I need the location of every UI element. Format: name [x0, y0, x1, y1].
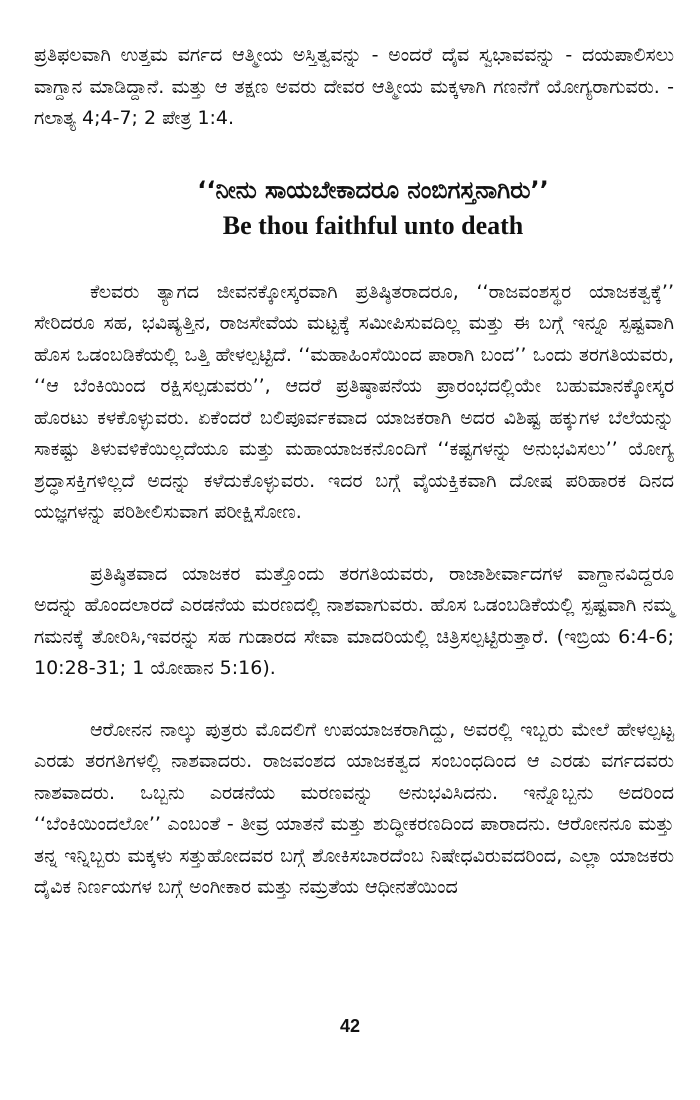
document-page [34, 40, 674, 1080]
intro-paragraph: ಪ್ರತಿಫಲವಾಗಿ ಉತ್ತಮ ವರ್ಗದ ಆತ್ಮೀಯ ಅಸ್ತಿತ್ವವನ್ನು - ಅಂದರೆ ದೈವ ಸ್ವಭಾವವನ್ನು - ದಯಪಾಲಿಸಲು ವಾಗ್ದಾನ ಮಾಡಿದ್ದಾನೆ. ಮತ್ತು ಆ ತಕ್ಷಣ ಅವರು ದೇವರ ಆತ್ಮೀಯ ಮಕ್ಕಳಾಗಿ ಗಣನೆಗೆ ಯೋಗ್ಯರಾಗುವರು. - ಗಲಾತ್ಯ 4;4-7; 2 ಪೇತ್ರ 1:4. [34, 44, 674, 129]
body-paragraph-2: ಪ್ರತಿಷ್ಠಿತವಾದ ಯಾಜಕರ ಮತ್ತೊಂದು ತರಗತಿಯವರು, ರಾಜಾಶೀರ್ವಾದಗಳ ವಾಗ್ದಾನವಿದ್ದರೂ ಅದನ್ನು ಹೊಂದಲಾರದೆ ಎರಡನೆಯ ಮರಣದಲ್ಲಿ ನಾಶವಾಗುವರು. ಹೊಸ ಒಡಂಬಡಿಕೆಯಲ್ಲಿ ಸ್ಪಷ್ಟವಾಗಿ ನಮ್ಮ ಗಮನಕ್ಕೆ ತೋರಿಸಿ,ಇವರನ್ನು ಸಹ ಗುಡಾರದ ಸೇವಾ ಮಾದರಿಯಲ್ಲಿ ಚಿತ್ರಿಸಲ್ಪಟ್ಟಿರುತ್ತಾರೆ. (ಇಬ್ರಿಯ 6:4-6; 10:28-31; 1 ಯೋಹಾನ 5:16). [34, 562, 674, 679]
body-paragraph-1: ಕೆಲವರು ತ್ಯಾಗದ ಜೀವನಕ್ಕೋಸ್ಕರವಾಗಿ ಪ್ರತಿಷ್ಠಿತರಾದರೂ, ‘‘ರಾಜವಂಶಸ್ಥರ ಯಾಜಕತ್ವಕ್ಕೆ’’ ಸೇರಿದರೂ ಸಹ, ಭವಿಷ್ಯತ್ತಿನ, ರಾಜಸೇವೆಯ ಮಟ್ಟಕ್ಕೆ ಸಮೀಪಿಸುವದಿಲ್ಲ ಮತ್ತು ಈ ಬಗ್ಗೆ ಇನ್ನೂ ಸ್ಪಷ್ಟವಾಗಿ ಹೊಸ ಒಡಂಬಡಿಕೆಯಲ್ಲಿ ಒತ್ತಿ ಹೇಳಲ್ಪಟ್ಟಿದೆ. ‘‘ಮಹಾಹಿಂಸೆಯಿಂದ ಪಾರಾಗಿ ಬಂದ’’ ಒಂದು ತರಗತಿಯವರು, ‘‘ಆ ಬೆಂಕಿಯಿಂದ ರಕ್ಷಿಸಲ್ಪಡುವರು’’, ಆದರೆ ಪ್ರತಿಷ್ಠಾಪನೆಯ ಪ್ರಾರಂಭದಲ್ಲಿಯೇ ಬಹುಮಾನಕ್ಕೋಸ್ಕರ ಹೊರಟು ಕಳಕೊಳ್ಳುವರು. ಏಕೆಂದರೆ ಬಲಿಪೂರ್ವಕವಾದ ಯಾಜಕರಾಗಿ ಅದರ ವಿಶಿಷ್ಟ ಹಕ್ಕುಗಳ ಬೆಲೆಯನ್ನು ಸಾಕಷ್ಟು ತಿಳುವಳಿಕೆಯಿಲ್ಲದೆಯೂ ಮತ್ತು ಮಹಾಯಾಜಕನೊಂದಿಗೆ ‘‘ಕಷ್ಟಗಳನ್ನು ಅನುಭವಿಸಲು’’ ಯೋಗ್ಯ ಶ್ರದ್ಧಾಸಕ್ತಿಗಳಿಲ್ಲದೆ ಅದನ್ನು ಕಳೆದುಕೊಳ್ಳುವರು. ಇದರ ಬಗ್ಗೆ ವೈಯಕ್ತಿಕವಾಗಿ ದೋಷ ಪರಿಹಾರಕ ದಿನದ ಯಜ್ಞಗಳನ್ನು ಪರಿಶೀಲಿಸುವಾಗ ಪರೀಕ್ಷಿಸೋಣ. [34, 280, 674, 523]
body-paragraph-3: ಆರೋನನ ನಾಲ್ಕು ಪುತ್ರರು ಮೊದಲಿಗೆ ಉಪಯಾಜಕರಾಗಿದ್ದು, ಅವರಲ್ಲಿ ಇಬ್ಬರು ಮೇಲೆ ಹೇಳಲ್ಪಟ್ಟ ಎರಡು ತರಗತಿಗಳಲ್ಲಿ ನಾಶವಾದರು. ರಾಜವಂಶದ ಯಾಜಕತ್ವದ ಸಂಬಂಧದಿಂದ ಆ ಎರಡು ವರ್ಗದವರು ನಾಶವಾದರು. ಒಬ್ಬನು ಎರಡನೆಯ ಮರಣವನ್ನು ಅನುಭವಿಸಿದನು. ಇನ್ನೊಬ್ಬನು ಅದರಿಂದ ‘‘ಬೆಂಕಿಯಿಂದಲೋ’’ ಎಂಬಂತೆ - ತೀವ್ರ ಯಾತನೆ ಮತ್ತು ಶುದ್ಧೀಕರಣದಿಂದ ಪಾರಾದನು. ಆರೋನನೂ ಮತ್ತು ತನ್ನ ಇನ್ನಿಬ್ಬರು ಮಕ್ಕಳು ಸತ್ತುಹೋದವರ ಬಗ್ಗೆ ಶೋಕಿಸಬಾರದೆಂಬ ನಿಷೇಧವಿರುವದರಿಂದ, ಎಲ್ಲಾ ಯಾಜಕರು ದೈವಿಕ ನಿರ್ಣಯಗಳ ಬಗ್ಗೆ ಅಂಗೀಕಾರ ಮತ್ತು ನಮ್ರತೆಯ ಆಧೀನತೆಯಿಂದ [34, 718, 674, 898]
heading-kannada: ‘‘ನೀನು ಸಾಯಬೇಕಾದರೂ ನಂಬಿಗಸ್ತನಾಗಿರು’’ [197, 175, 549, 204]
heading-english: Be thou faithful unto death [222, 210, 524, 240]
page-number: 42 [339, 1016, 361, 1036]
